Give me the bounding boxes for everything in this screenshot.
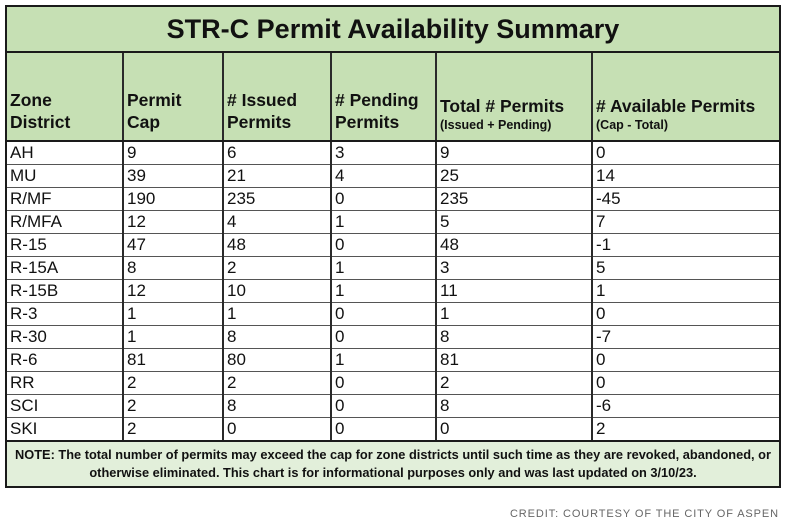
- cell-zone-district: R-15: [7, 234, 123, 257]
- header-available-permits: # Available Permits (Cap - Total): [592, 53, 779, 141]
- cell-issued: 48: [223, 234, 331, 257]
- table-row: [7, 257, 779, 280]
- table-title: STR-C Permit Availability Summary: [7, 7, 779, 53]
- cell-pending: 0: [331, 303, 436, 326]
- cell-total: 2: [436, 372, 592, 395]
- cell-permit-cap: 12: [123, 280, 223, 303]
- cell-total: 235: [436, 188, 592, 211]
- cell-pending: 3: [331, 141, 436, 165]
- table-row: [7, 303, 779, 326]
- cell-available: 14: [592, 165, 779, 188]
- cell-issued: 8: [223, 395, 331, 418]
- header-issued-permits: # Issued Permits: [223, 53, 331, 141]
- cell-available: 1: [592, 280, 779, 303]
- cell-issued: 80: [223, 349, 331, 372]
- cell-pending: 1: [331, 211, 436, 234]
- image-credit: CREDIT: COURTESY OF THE CITY OF ASPEN: [509, 508, 779, 520]
- cell-issued: 8: [223, 326, 331, 349]
- cell-issued: 0: [223, 418, 331, 441]
- cell-available: 0: [592, 349, 779, 372]
- cell-available: 0: [592, 141, 779, 165]
- cell-zone-district: R-15B: [7, 280, 123, 303]
- header-permit-cap: Permit Cap: [123, 53, 223, 141]
- cell-permit-cap: 2: [123, 372, 223, 395]
- cell-pending: 0: [331, 418, 436, 441]
- cell-zone-district: R/MF: [7, 188, 123, 211]
- disclaimer-note: NOTE: The total number of permits may exceed the cap for zone districts until such time as they are revoked, abandoned, or otherwise eliminated. This chart is for informational purposes only and was last updated on 3/10/23.: [7, 440, 779, 486]
- cell-pending: 0: [331, 188, 436, 211]
- table-row: [7, 188, 779, 211]
- cell-issued: 4: [223, 211, 331, 234]
- cell-zone-district: R-6: [7, 349, 123, 372]
- cell-zone-district: RR: [7, 372, 123, 395]
- table-row: [7, 211, 779, 234]
- cell-issued: 1: [223, 303, 331, 326]
- cell-available: -6: [592, 395, 779, 418]
- cell-permit-cap: 1: [123, 326, 223, 349]
- cell-issued: 235: [223, 188, 331, 211]
- cell-total: 0: [436, 418, 592, 441]
- cell-issued: 6: [223, 141, 331, 165]
- cell-total: 81: [436, 349, 592, 372]
- cell-permit-cap: 2: [123, 418, 223, 441]
- cell-pending: 1: [331, 349, 436, 372]
- cell-available: 0: [592, 303, 779, 326]
- cell-issued: 2: [223, 372, 331, 395]
- table-row: [7, 372, 779, 395]
- cell-pending: 0: [331, 326, 436, 349]
- cell-zone-district: R-30: [7, 326, 123, 349]
- cell-zone-district: AH: [10, 143, 34, 162]
- cell-available: 5: [592, 257, 779, 280]
- cell-available: -45: [592, 188, 779, 211]
- header-zone-district: Zone District: [7, 53, 123, 141]
- permit-summary-table-frame: [5, 5, 781, 488]
- cell-total: 8: [436, 395, 592, 418]
- cell-available: 2: [592, 418, 779, 441]
- cell-total: 9: [436, 141, 592, 165]
- cell-issued: 10: [223, 280, 331, 303]
- cell-permit-cap: 81: [123, 349, 223, 372]
- cell-issued: 2: [223, 257, 331, 280]
- table-row: [7, 280, 779, 303]
- cell-total: 5: [436, 211, 592, 234]
- cell-zone-district: R-3: [7, 303, 123, 326]
- cell-issued: 21: [223, 165, 331, 188]
- cell-permit-cap: 39: [123, 165, 223, 188]
- cell-pending: 0: [331, 234, 436, 257]
- table-row: [7, 165, 779, 188]
- cell-pending: 0: [331, 372, 436, 395]
- cell-permit-cap: 2: [123, 395, 223, 418]
- cell-zone-district: R/MFA: [7, 211, 123, 234]
- cell-permit-cap: 9: [123, 141, 223, 165]
- cell-pending: 0: [331, 395, 436, 418]
- cell-total: 25: [436, 165, 592, 188]
- cell-zone-district: SCI: [7, 395, 123, 418]
- table-row: [7, 141, 779, 165]
- cell-available: 7: [592, 211, 779, 234]
- cell-pending: 1: [331, 280, 436, 303]
- cell-total: 8: [436, 326, 592, 349]
- cell-pending: 4: [331, 165, 436, 188]
- cell-permit-cap: 47: [123, 234, 223, 257]
- cell-total: 11: [436, 280, 592, 303]
- table-row: [7, 234, 779, 257]
- cell-pending: 1: [331, 257, 436, 280]
- table-row: [7, 326, 779, 349]
- header-pending-permits: # Pending Permits: [331, 53, 436, 141]
- cell-zone-district: MU: [7, 165, 123, 188]
- table-row: [7, 418, 779, 441]
- cell-total: 48: [436, 234, 592, 257]
- permit-table: [7, 53, 779, 440]
- cell-permit-cap: 1: [123, 303, 223, 326]
- header-total-permits: Total # Permits (Issued + Pending): [436, 53, 592, 141]
- table-row: [7, 349, 779, 372]
- cell-permit-cap: 12: [123, 211, 223, 234]
- cell-available: 0: [592, 372, 779, 395]
- table-row: [7, 395, 779, 418]
- cell-available: -1: [592, 234, 779, 257]
- cell-zone-district: SKI: [7, 418, 123, 441]
- header-row: [7, 53, 779, 141]
- cell-total: 1: [436, 303, 592, 326]
- cell-available: -7: [592, 326, 779, 349]
- cell-zone-district: R-15A: [7, 257, 123, 280]
- cell-total: 3: [436, 257, 592, 280]
- cell-permit-cap: 8: [123, 257, 223, 280]
- cell-permit-cap: 190: [123, 188, 223, 211]
- table-body: [7, 141, 779, 440]
